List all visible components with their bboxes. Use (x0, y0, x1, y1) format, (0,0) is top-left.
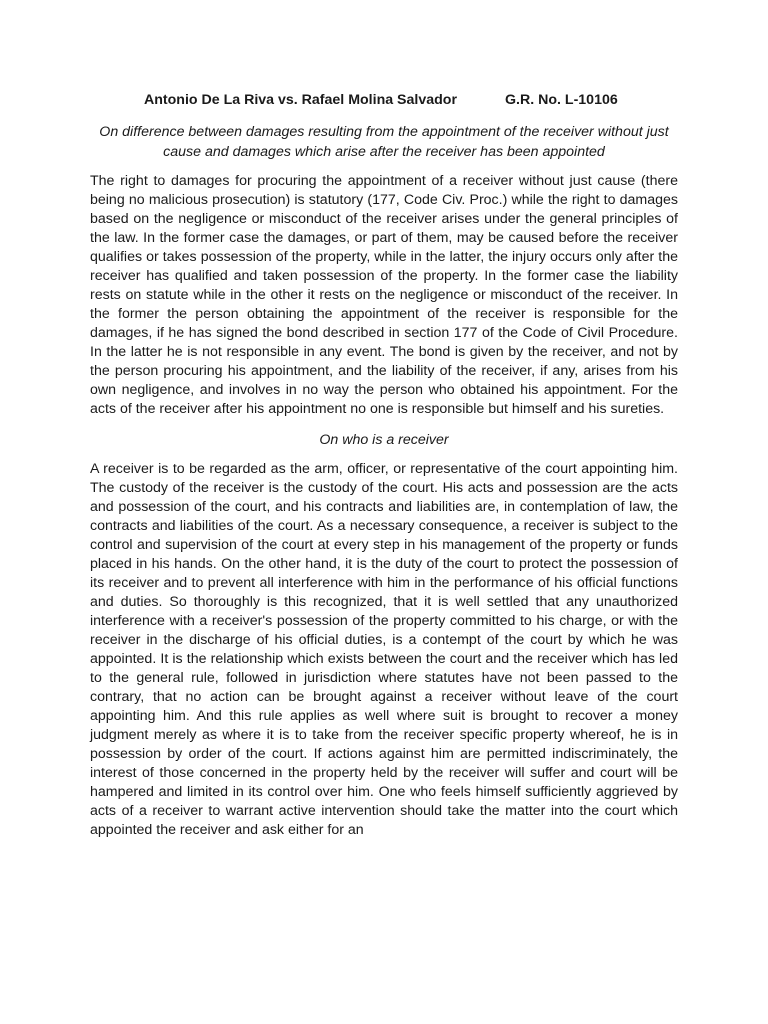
title-line (90, 90, 678, 112)
document-page (90, 90, 678, 840)
case-title: Antonio De La Riva vs. Rafael Molina Salvador (144, 92, 457, 108)
case-number: G.R. No. L-10106 (505, 92, 618, 108)
subtitle: On difference between damages resulting from the appointment of the receiver without just cause and damages which arise after the receiver has been appointed (99, 124, 669, 160)
section-heading: On who is a receiver (319, 432, 449, 448)
paragraph-receiver: A receiver is to be regarded as the arm, officer, or representative of the court appointing him. The custody of the receiver is the custody of the court. His acts and possession are the acts and possession of the court, and his contracts and liabilities are, in contemplation of law, the contracts and liabilities of the court. As a necessary consequence, a receiver is subject to the control and supervision of the court at every step in his management of the property or funds placed in his hands. On the other hand, it is the duty of the court to protect the possession of its receiver and to prevent all interference with him in the performance of his official functions and duties. So thoroughly is this recognized, that it is well settled that any unauthorized interference with a receiver's possession of the property committed to his charge, or with the receiver in the discharge of his official duties, is a contempt of the court by which he was appointed. It is the relationship which exists between the court and the receiver which has led to the general rule, followed in jurisdiction where statutes have not been passed to the contrary, that no action can be brought against a receiver without leave of the court appointing him. And this rule applies as well where suit is brought to recover a money judgment merely as where it is to take from the receiver specific property whereof, he is in possession by order of the court. If actions against him are permitted indiscriminately, the interest of those concerned in the property held by the receiver will suffer and court will be hampered and limited in its control over him. One who feels himself sufficiently aggrieved by acts of a receiver to warrant active intervention should take the matter into the court which appointed the receiver and ask either for an (90, 461, 678, 838)
paragraph-damages: The right to damages for procuring the appointment of a receiver without just cause (there being no malicious prosecution) is statutory (177, Code Civ. Proc.) while the right to damages based on the negligence or misconduct of the receiver arises under the general principles of the law. In the former case the damages, or part of them, may be caused before the receiver qualifies or takes possession of the property, while in the latter, the injury occurs only after the receiver has qualified and taken possession of the property. In the former case the liability rests on statute while in the other it rests on the negligence or misconduct of the receiver. In the former the person obtaining the appointment of the receiver is responsible for the damages, if he has signed the bond described in section 177 of the Code of Civil Procedure. In the latter he is not responsible in any event. The bond is given by the receiver, and not by the person procuring his appointment, and the liability of the receiver, if any, arises from his own negligence, and involves in no way the person who obtained his appointment. For the acts of the receiver after his appointment no one is responsible but himself and his sureties. (90, 173, 678, 417)
